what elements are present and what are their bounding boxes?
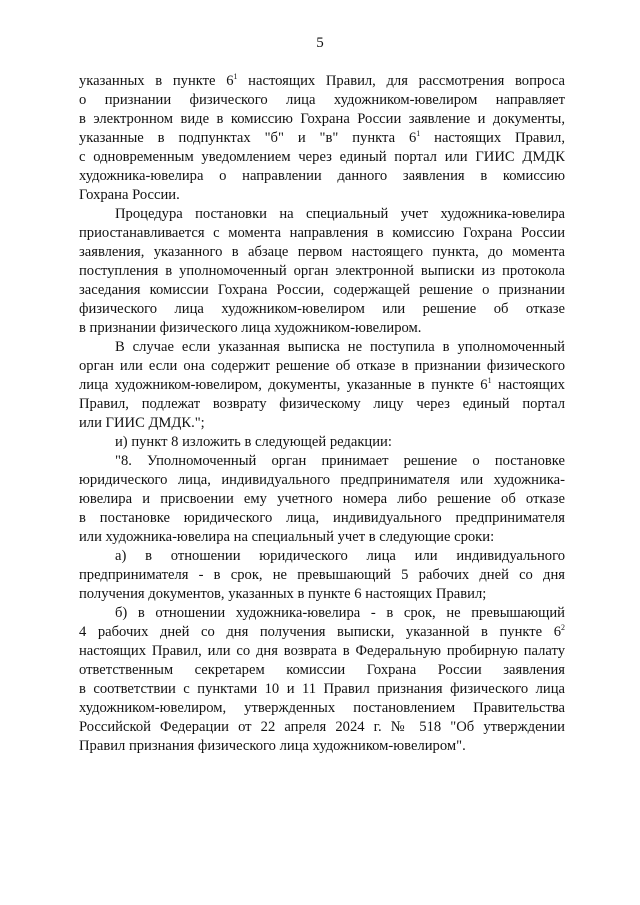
text-line bbox=[79, 718, 565, 737]
text-segment: художника-ювелира о направлении данного заявления в комиссию bbox=[79, 168, 565, 184]
text-line bbox=[79, 281, 565, 300]
text-segment: в электронном виде в комиссию Гохрана России заявление и документы, bbox=[79, 111, 565, 127]
text-segment: и) пункт 8 изложить в следующей редакции: bbox=[115, 434, 392, 450]
text-line bbox=[79, 262, 565, 281]
text-segment: ювелира и присвоении ему учетного номера либо решение об отказе bbox=[79, 491, 565, 507]
text-line bbox=[79, 395, 565, 414]
text-line bbox=[79, 129, 565, 148]
text-line bbox=[79, 243, 565, 262]
text-segment: предпринимателя - в срок, не превышающий 5 рабочих дней со дня bbox=[79, 567, 565, 583]
text-line bbox=[79, 623, 565, 642]
text-segment: в соответствии с пунктами 10 и 11 Правил признания физического лица bbox=[79, 681, 565, 697]
superscript: 1 bbox=[416, 129, 421, 138]
text-line bbox=[79, 357, 565, 376]
text-segment: В случае если указанная выписка не поступила в уполномоченный bbox=[115, 339, 565, 355]
text-line bbox=[79, 205, 565, 224]
text-segment: Гохрана России. bbox=[79, 187, 180, 203]
text-line bbox=[79, 604, 565, 623]
text-segment: орган или если она содержит решение об отказе в признании физического bbox=[79, 358, 565, 374]
text-segment: а) в отношении юридического лица или индивидуального bbox=[115, 548, 565, 564]
text-line bbox=[79, 91, 565, 110]
page-number: 5 bbox=[316, 35, 324, 51]
text-segment: 4 рабочих дней со дня получения выписки, указанной в пункте 6 bbox=[79, 624, 561, 640]
text-segment: в постановке юридического лица, индивидуального предпринимателя bbox=[79, 510, 565, 526]
text-segment: настоящих bbox=[491, 377, 565, 393]
text-line bbox=[79, 490, 565, 509]
text-line bbox=[79, 72, 565, 91]
text-segment: б) в отношении художника-ювелира - в срок, не превышающий bbox=[115, 605, 565, 621]
text-segment: в признании физического лица художником-ювелиром. bbox=[79, 320, 422, 336]
text-segment: поступления в уполномоченный орган электронной выписки из протокола bbox=[79, 263, 565, 279]
text-line bbox=[79, 528, 565, 547]
text-line bbox=[79, 585, 565, 604]
text-line bbox=[79, 661, 565, 680]
text-segment: Процедура постановки на специальный учет художника-ювелира bbox=[115, 206, 565, 222]
text-segment: физического лица художником-ювелиром или решение об отказе bbox=[79, 301, 565, 317]
text-segment: Российской Федерации от 22 апреля 2024 г. № 518 "Об утверждении bbox=[79, 719, 565, 735]
superscript: 1 bbox=[487, 376, 492, 385]
text-segment: или художника-ювелира на специальный учет в следующие сроки: bbox=[79, 529, 495, 545]
text-segment: получения документов, указанных в пункте 6 настоящих Правил; bbox=[79, 586, 487, 602]
text-line bbox=[79, 300, 565, 319]
text-line bbox=[79, 338, 565, 357]
superscript: 2 bbox=[561, 623, 565, 632]
text-segment: Правил, подлежат возврату физическому лицу через единый портал bbox=[79, 396, 565, 412]
text-line bbox=[79, 110, 565, 129]
text-segment: юридического лица, индивидуального предпринимателя или художника- bbox=[79, 472, 565, 488]
text-line bbox=[79, 224, 565, 243]
text-segment: лица художником-ювелиром, документы, указанные в пункте 6 bbox=[79, 377, 488, 393]
text-segment: настоящих Правил, или со дня возврата в Федеральную пробирную палату bbox=[79, 643, 565, 659]
text-segment: настоящих Правил, для рассмотрения вопроса bbox=[237, 73, 565, 89]
superscript: 1 bbox=[233, 72, 238, 81]
document-body bbox=[79, 72, 565, 756]
text-segment: о признании физического лица художником-ювелиром направляет bbox=[79, 92, 565, 108]
text-line bbox=[79, 452, 565, 471]
text-segment: указанных в пункте 6 bbox=[79, 73, 234, 89]
text-line bbox=[79, 547, 565, 566]
text-line bbox=[79, 319, 565, 338]
text-segment: или ГИИС ДМДК."; bbox=[79, 415, 205, 431]
text-line bbox=[79, 376, 565, 395]
text-line bbox=[79, 433, 565, 452]
text-line bbox=[79, 509, 565, 528]
text-segment: "8. Уполномоченный орган принимает решение о постановке bbox=[115, 453, 565, 469]
text-segment: с одновременным уведомлением через единый портал или ГИИС ДМДК bbox=[79, 149, 565, 165]
text-line bbox=[79, 699, 565, 718]
text-line bbox=[79, 186, 565, 205]
text-segment: указанные в подпунктах "б" и "в" пункта 6 bbox=[79, 130, 417, 146]
text-line bbox=[79, 642, 565, 661]
text-line bbox=[79, 148, 565, 167]
text-line bbox=[79, 414, 565, 433]
text-segment: настоящих Правил, bbox=[420, 130, 565, 146]
text-segment: ответственным секретарем комиссии Гохрана России заявления bbox=[79, 662, 565, 678]
text-segment: художником-ювелиром, утвержденных постановлением Правительства bbox=[79, 700, 565, 716]
text-line bbox=[79, 167, 565, 186]
text-segment: приостанавливается с момента направления в комиссию Гохрана России bbox=[79, 225, 565, 241]
text-line bbox=[79, 737, 565, 756]
text-line bbox=[79, 566, 565, 585]
text-segment: заявления, указанного в абзаце первом настоящего пункта, до момента bbox=[79, 244, 565, 260]
text-segment: заседания комиссии Гохрана России, содержащей решение о признании bbox=[79, 282, 565, 298]
text-line bbox=[79, 471, 565, 490]
text-segment: Правил признания физического лица художником-ювелиром". bbox=[79, 738, 466, 754]
text-line bbox=[79, 680, 565, 699]
